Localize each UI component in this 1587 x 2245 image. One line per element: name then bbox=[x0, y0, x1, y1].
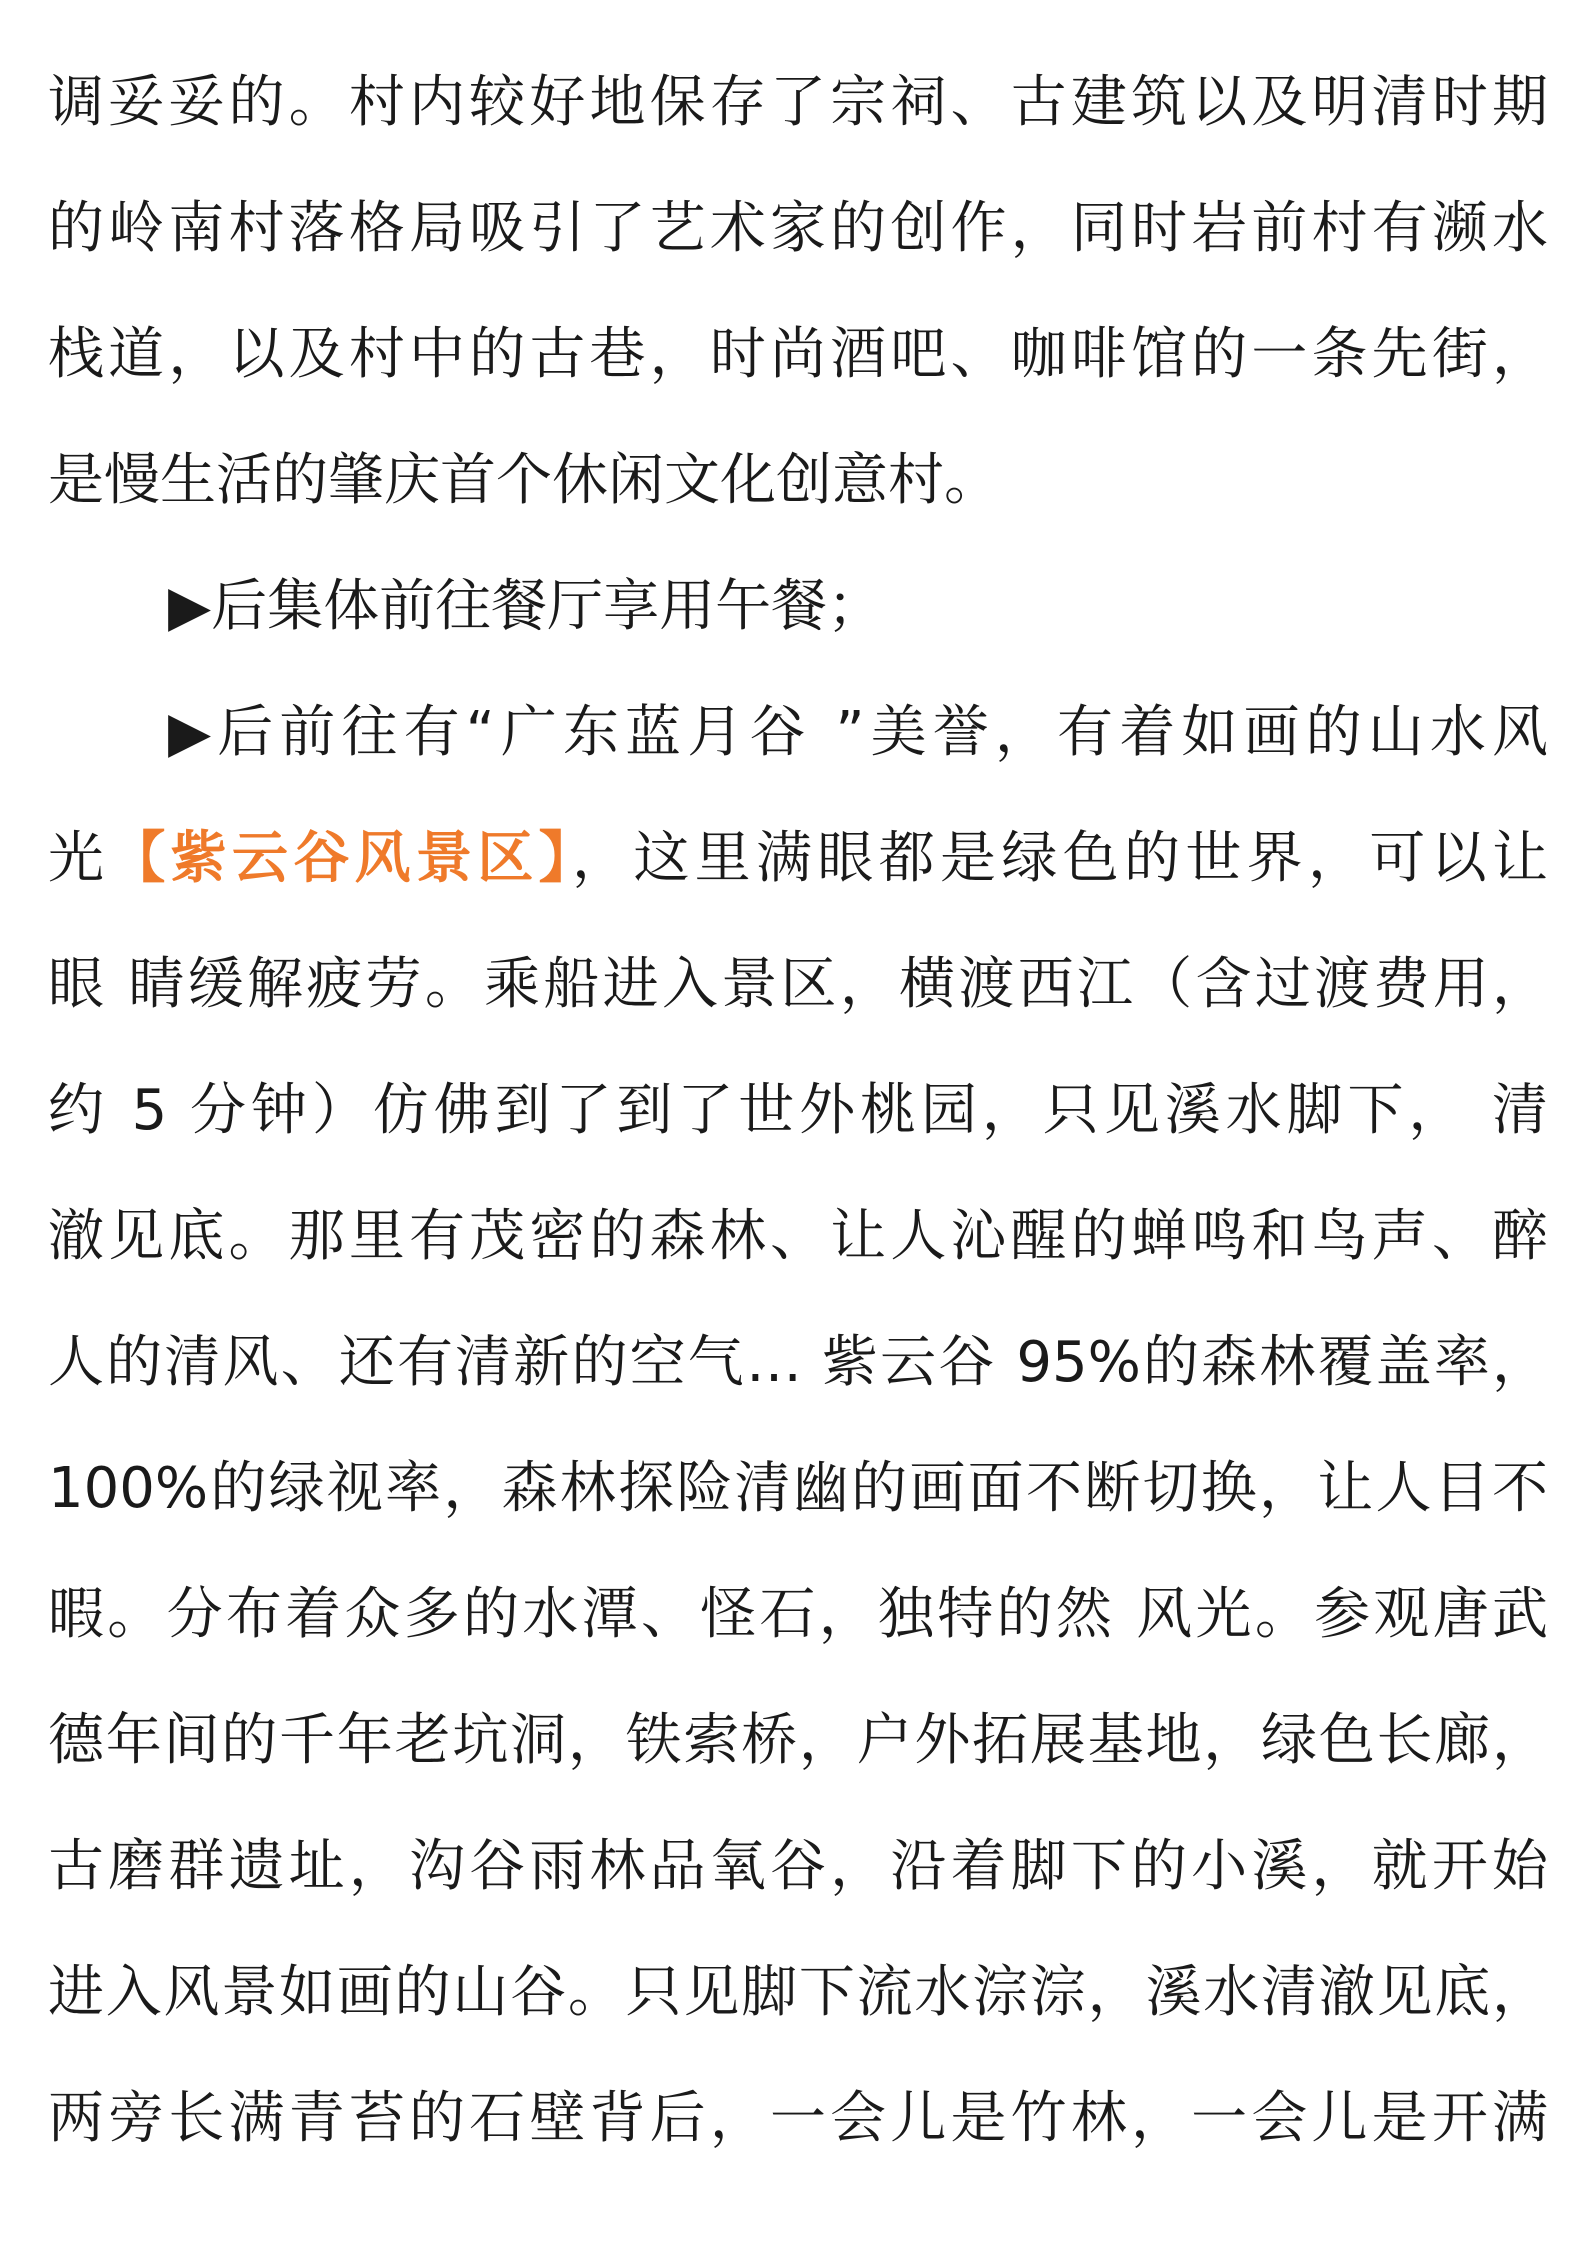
text-line: 调妥妥的。村内较好地保存了宗祠、古建筑以及明清时期 bbox=[48, 70, 1548, 135]
text-line-highlight bbox=[48, 796, 1548, 922]
line-suffix: ，这里满眼都是绿色的世界，可以让 bbox=[572, 826, 1548, 891]
text-line: 栈道，以及村中的古巷，时尚酒吧、咖啡馆的一条先街， bbox=[48, 322, 1548, 387]
text-line: 两旁长满青苔的石壁背后，一会儿是竹林，一会儿是开满 bbox=[48, 2086, 1548, 2151]
text-line: 暇。分布着众多的水潭、怪石，独特的然 风光。参观唐武 bbox=[48, 1582, 1548, 1647]
text-line: 澈见底。那里有茂密的森林、让人沁醒的蝉鸣和鸟声、醉 bbox=[48, 1204, 1548, 1269]
text-line: 100%的绿视率，森林探险清幽的画面不断切换，让人目不 bbox=[48, 1456, 1548, 1521]
line-prefix: 光 bbox=[48, 826, 110, 891]
bullet-ziyungu: ▶后前往有“广东蓝月谷 ”美誉，有着如画的山水风 bbox=[168, 700, 1548, 765]
text-line: 的岭南村落格局吸引了艺术家的创作，同时岩前村有濒水 bbox=[48, 196, 1548, 261]
text-line: 眼 睛缓解疲劳。乘船进入景区，横渡西江（含过渡费用， bbox=[48, 952, 1548, 1017]
body-text bbox=[48, 40, 1548, 2182]
text-line: 古磨群遗址，沟谷雨林品氧谷，沿着脚下的小溪，就开始 bbox=[48, 1834, 1548, 1899]
scenic-area-highlight: 【紫云谷风景区】 bbox=[109, 826, 573, 891]
text-line: 进入风景如画的山谷。只见脚下流水淙淙，溪水清澈见底， bbox=[48, 1960, 1548, 2025]
text-line: 约 5 分钟）仿佛到了到了世外桃园，只见溪水脚下， 清 bbox=[48, 1078, 1548, 1143]
bullet-lunch: ▶后集体前往餐厅享用午餐； bbox=[168, 574, 884, 639]
text-line: 德年间的千年老坑洞，铁索桥，户外拓展基地，绿色长廊， bbox=[48, 1708, 1548, 1773]
text-line: 人的清风、还有清新的空气… 紫云谷 95%的森林覆盖率， bbox=[48, 1330, 1548, 1395]
text-line: 是慢生活的肇庆首个休闲文化创意村。 bbox=[48, 448, 1000, 513]
